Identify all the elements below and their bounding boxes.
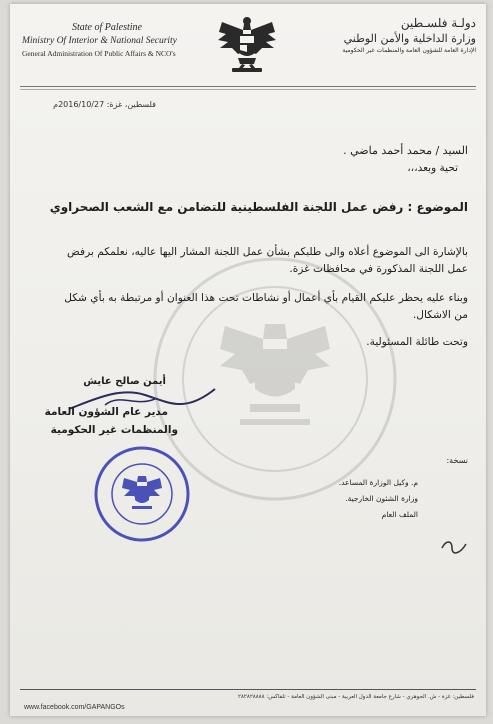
body-paragraph-3: وتحت طائلة المسئولية.	[366, 336, 468, 348]
copy-item: الملف العام	[381, 510, 418, 519]
header-divider-thin	[20, 89, 476, 90]
body-paragraph-1: بالإشارة الى الموضوع أعلاه والى طلبكم بشأن عمل اللجنة المشار اليها عاليه، نعلمكم برفض عمل اللجنة المذكورة في محافظات غزة.	[67, 246, 468, 275]
letter-date: فلسطين، غزة: 2016/10/27م	[53, 100, 156, 109]
addressee: السيد / محمد أحمد ماضي .	[343, 144, 468, 157]
greeting: تحية وبعد،،،	[407, 162, 458, 174]
copy-item: م. وكيل الوزارة المساعد.	[338, 478, 418, 487]
header-arabic	[306, 16, 476, 54]
subject-label: الموضوع :	[407, 200, 468, 214]
footer-facebook-url: www.facebook.com/GAPANGOs	[24, 704, 125, 711]
handwritten-initials-icon	[440, 536, 468, 556]
header-ar-ministry: وزارة الداخلية والأمن الوطني	[343, 32, 476, 45]
header-en-state: State of Palestine	[72, 22, 142, 33]
letter-page	[10, 4, 486, 716]
footer-divider	[20, 689, 476, 690]
body-paragraph-2: وبناء عليه يحظر عليكم القيام بأي أعمال أو نشاطات تحت هذا العنوان أو مرتبطة به بأي شكل من الاشكال.	[64, 292, 468, 321]
subject-line	[50, 200, 468, 214]
header-ar-state: دولـة فلسـطين	[400, 16, 476, 30]
header-ar-administration: الإدارة العامة للشؤون العامة والمنظمات غير الحكومية	[342, 47, 476, 54]
subject-text: رفض عمل اللجنة الفلسطينية للتضامن مع الشعب الصحراوي	[49, 200, 404, 214]
copy-item: وزارة الشئون الخارجية.	[345, 494, 418, 503]
signer-title-line-1: مدير عام الشؤون العامة	[44, 406, 168, 418]
copies-label: نسخة:	[446, 456, 468, 465]
palestine-eagle-emblem-icon	[214, 12, 280, 78]
header-english	[22, 22, 192, 58]
header-en-administration: General Administration Of Public Affairs & NCO's	[22, 49, 176, 58]
official-stamp-icon	[92, 444, 192, 544]
signer-title-line-2: والمنظمات غير الحكومية	[50, 424, 178, 436]
header-divider	[20, 86, 476, 87]
header-en-ministry: Ministry Of Interior & National Security	[22, 36, 177, 46]
signer-name: أيمن صالح عايش	[83, 376, 166, 387]
footer-address: فلسطين: غزة - ش. الجوهري - شارع جامعة الدول العربية - مبنى الشؤون العامة - تلفاكس: ٢٨٢٨٢٨٨٨٨	[238, 694, 474, 700]
